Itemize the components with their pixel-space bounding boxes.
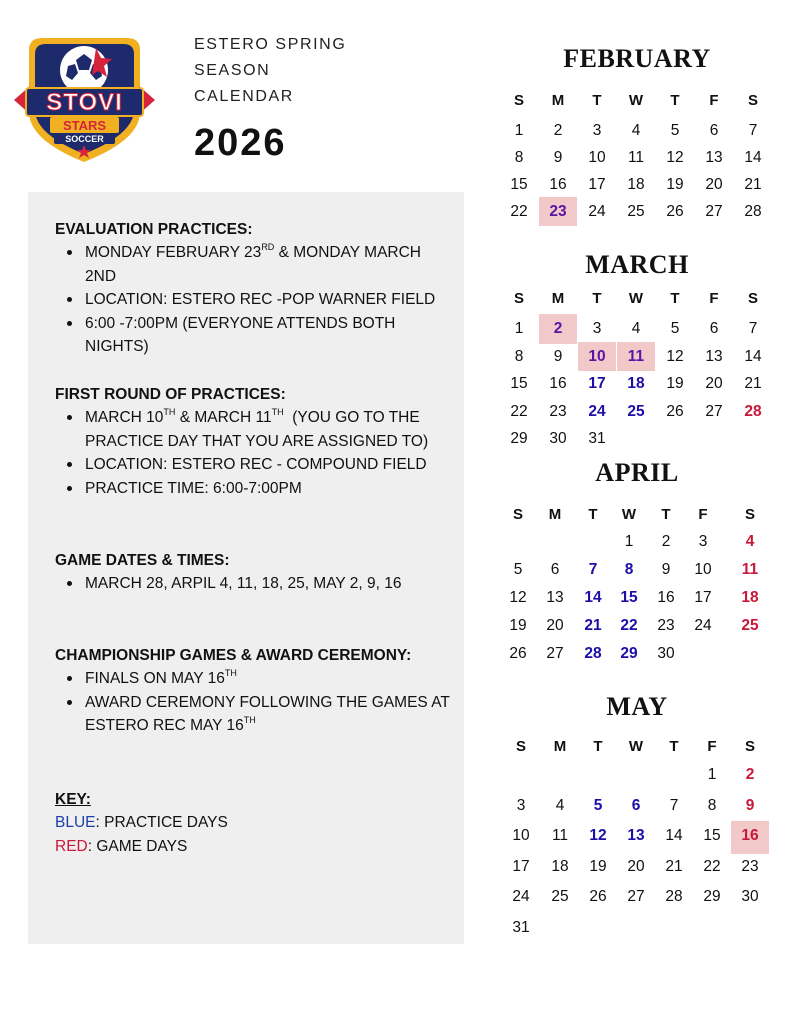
day-cell: 25 [741, 617, 759, 634]
day-cell: 19 [666, 375, 684, 392]
day-cell: 3 [516, 796, 526, 814]
shield-logo-icon [12, 20, 157, 170]
day-cell: 13 [627, 827, 645, 844]
day-cell: 5 [513, 561, 523, 578]
heading-year: 2026 [194, 122, 287, 164]
key-section [55, 789, 455, 858]
heading-line-1: ESTERO SPRING [194, 36, 347, 53]
weekday-header: S [512, 506, 523, 523]
day-cell: 11 [627, 347, 645, 365]
list-item: LOCATION: ESTERO REC - COMPOUND FIELD [55, 453, 455, 477]
day-cell: 5 [670, 122, 680, 139]
day-cell: 31 [588, 430, 606, 447]
weekday-header: S [513, 290, 524, 307]
day-cell: 3 [698, 533, 708, 550]
day-cell: 31 [512, 918, 530, 936]
day-cell: 13 [705, 149, 723, 166]
day-cell: 12 [509, 589, 527, 606]
svg-text:STARS: STARS [62, 118, 107, 133]
weekday-header: T [670, 290, 680, 307]
month-title-february: FEBRUARY [563, 44, 711, 73]
day-cell: 16 [741, 827, 759, 844]
day-cell: 21 [584, 617, 602, 634]
day-cell: 20 [627, 857, 645, 875]
list-item: MARCH 10TH & MARCH 11TH (YOU GO TO THE PRACTICE DAY THAT YOU ARE ASSIGNED TO) [55, 406, 455, 453]
info-panel [28, 192, 464, 944]
day-cell: 24 [588, 203, 606, 220]
day-cell: 9 [553, 347, 563, 365]
key-game-days: RED: GAME DAYS [55, 837, 188, 855]
day-cell: 4 [555, 796, 565, 814]
day-cell: 15 [510, 375, 528, 392]
day-cell: 26 [589, 888, 607, 905]
day-cell: 14 [584, 589, 602, 606]
day-cell: 16 [657, 589, 675, 606]
weekday-header: W [628, 290, 644, 307]
day-cell: 28 [584, 645, 602, 662]
page-heading [194, 32, 346, 165]
day-cell: 1 [624, 533, 634, 550]
day-cell: 8 [514, 149, 524, 166]
day-cell: 30 [657, 645, 675, 662]
svg-text:SOCCER: SOCCER [65, 134, 104, 144]
bullet-list [55, 241, 450, 359]
list-item: FINALS ON MAY 16TH [55, 667, 455, 691]
day-cell: 22 [510, 203, 528, 220]
day-cell: 12 [589, 827, 607, 844]
day-cell: 18 [627, 176, 645, 193]
day-cell: 2 [553, 122, 563, 139]
bullet-list [55, 572, 455, 596]
key-practice-days: BLUE: PRACTICE DAYS [55, 814, 228, 831]
list-item: AWARD CEREMONY FOLLOWING THE GAMES AT ESTERO REC MAY 16TH [55, 691, 455, 738]
day-cell: 22 [620, 617, 638, 634]
day-cell: 24 [512, 888, 530, 905]
day-cell: 21 [744, 176, 762, 193]
list-item: 6:00 -7:00PM (EVERYONE ATTENDS BOTH NIGHTS) [55, 312, 450, 359]
day-cell: 13 [705, 347, 723, 365]
list-item: PRACTICE TIME: 6:00-7:00PM [55, 477, 455, 501]
day-cell: 10 [512, 827, 530, 844]
day-cell: 16 [549, 375, 567, 392]
day-cell: 11 [551, 827, 569, 844]
day-cell: 4 [631, 320, 641, 337]
weekday-header: M [551, 290, 565, 307]
day-cell: 9 [661, 561, 671, 578]
day-cell: 20 [705, 176, 723, 193]
day-cell: 15 [510, 176, 528, 193]
day-cell: 10 [588, 149, 606, 166]
month-title-may: MAY [606, 692, 668, 721]
day-cell: 6 [631, 796, 641, 814]
day-cell: 7 [588, 561, 598, 578]
stovi-stars-soccer-logo [12, 20, 157, 170]
weekday-header: T [670, 92, 680, 109]
day-cell: 1 [514, 122, 524, 139]
day-cell: 7 [748, 122, 758, 139]
month-title-march: MARCH [585, 250, 689, 279]
day-cell: 12 [666, 149, 684, 166]
day-cell: 1 [707, 766, 717, 783]
game-dates-section [55, 550, 455, 596]
evaluation-practices-section [55, 219, 450, 359]
day-cell: 23 [549, 203, 567, 220]
weekday-header: T [588, 506, 598, 523]
day-cell: 25 [627, 402, 645, 420]
weekday-header: W [628, 738, 644, 755]
day-cell: 5 [670, 320, 680, 337]
day-cell: 18 [551, 857, 569, 875]
day-cell: 8 [624, 561, 634, 578]
day-cell: 11 [741, 561, 759, 578]
day-cell: 26 [666, 203, 684, 220]
day-cell: 23 [741, 857, 759, 875]
day-cell: 14 [744, 149, 762, 166]
weekday-header: W [621, 506, 637, 523]
day-cell: 2 [745, 766, 755, 783]
day-cell: 23 [657, 617, 675, 634]
weekday-header: F [698, 506, 708, 523]
day-cell: 3 [592, 320, 602, 337]
day-cell: 20 [705, 375, 723, 392]
weekday-header: S [747, 92, 758, 109]
section-title: GAME DATES & TIMES: [55, 552, 230, 569]
weekday-header: T [592, 290, 602, 307]
day-cell: 6 [550, 561, 560, 578]
day-cell: 17 [588, 176, 606, 193]
day-cell: 19 [509, 617, 527, 634]
day-cell: 6 [709, 122, 719, 139]
day-cell: 12 [666, 347, 684, 365]
day-cell: 25 [627, 203, 645, 220]
day-cell: 30 [549, 430, 567, 447]
day-cell: 30 [741, 888, 759, 905]
day-cell: 28 [744, 402, 762, 420]
weekday-header: T [592, 92, 602, 109]
weekday-header: M [548, 506, 562, 523]
day-cell: 4 [745, 533, 755, 550]
heading-line-3: CALENDAR [194, 88, 294, 105]
day-cell: 28 [744, 203, 762, 220]
day-cell: 19 [666, 176, 684, 193]
weekday-header: M [551, 92, 565, 109]
day-cell: 17 [512, 857, 530, 875]
bullet-list [55, 667, 455, 738]
day-cell: 27 [627, 888, 645, 905]
list-item: MONDAY FEBRUARY 23RD & MONDAY MARCH 2ND [55, 241, 450, 288]
day-cell: 2 [661, 533, 671, 550]
weekday-header: S [515, 738, 526, 755]
day-cell: 6 [709, 320, 719, 337]
day-cell: 11 [627, 149, 645, 166]
weekday-header: S [513, 92, 524, 109]
key-title: KEY: [55, 791, 91, 808]
day-cell: 29 [510, 430, 528, 447]
section-title: CHAMPIONSHIP GAMES & AWARD CEREMONY: [55, 647, 412, 664]
weekday-header: S [747, 290, 758, 307]
day-cell: 14 [744, 347, 762, 365]
day-cell: 7 [748, 320, 758, 337]
weekday-header: S [744, 506, 755, 523]
day-cell: 26 [509, 645, 527, 662]
day-cell: 29 [703, 888, 721, 905]
first-round-section [55, 384, 455, 500]
weekday-header: F [707, 738, 717, 755]
section-title: FIRST ROUND OF PRACTICES: [55, 386, 286, 403]
weekday-header: F [709, 92, 719, 109]
day-cell: 7 [669, 796, 679, 814]
day-cell: 18 [627, 375, 645, 392]
month-title-april: APRIL [595, 458, 679, 487]
weekday-header: F [709, 290, 719, 307]
list-item: LOCATION: ESTERO REC -POP WARNER FIELD [55, 288, 450, 312]
day-cell: 25 [551, 888, 569, 905]
day-cell: 9 [745, 796, 755, 814]
day-cell: 21 [744, 375, 762, 392]
day-cell: 2 [553, 320, 563, 337]
day-cell: 28 [665, 888, 683, 905]
day-cell: 5 [593, 796, 603, 814]
day-cell: 17 [694, 589, 712, 606]
weekday-header: W [628, 92, 644, 109]
day-cell: 20 [546, 617, 564, 634]
day-cell: 21 [665, 857, 683, 875]
day-cell: 13 [546, 589, 564, 606]
weekday-header: T [669, 738, 679, 755]
day-cell: 18 [741, 589, 759, 606]
day-cell: 14 [665, 827, 683, 844]
day-cell: 8 [707, 796, 717, 814]
day-cell: 4 [631, 122, 641, 139]
weekday-header: T [593, 738, 603, 755]
day-cell: 15 [703, 827, 721, 844]
day-cell: 24 [694, 617, 712, 634]
day-cell: 10 [588, 347, 606, 365]
day-cell: 16 [549, 176, 567, 193]
day-cell: 3 [592, 122, 602, 139]
svg-text:STOVI: STOVI [46, 89, 123, 116]
day-cell: 27 [705, 203, 723, 220]
day-cell: 8 [514, 347, 524, 365]
day-cell: 22 [510, 402, 528, 420]
day-cell: 27 [705, 402, 723, 420]
day-cell: 9 [553, 149, 563, 166]
weekday-header: T [661, 506, 671, 523]
day-cell: 10 [694, 561, 712, 578]
day-cell: 17 [588, 375, 606, 392]
weekday-header: M [553, 738, 567, 755]
day-cell: 24 [588, 402, 606, 420]
day-cell: 15 [620, 589, 638, 606]
section-title: EVALUATION PRACTICES: [55, 221, 253, 238]
day-cell: 29 [620, 645, 638, 662]
day-cell: 22 [703, 857, 721, 875]
heading-line-2: SEASON [194, 62, 271, 79]
day-cell: 19 [589, 857, 607, 875]
weekday-header: S [744, 738, 755, 755]
championship-section [55, 645, 455, 738]
day-cell: 27 [546, 645, 564, 662]
bullet-list [55, 406, 455, 500]
day-cell: 1 [514, 320, 524, 337]
list-item: MARCH 28, ARPIL 4, 11, 18, 25, MAY 2, 9, 16 [55, 572, 455, 596]
day-cell: 23 [549, 402, 567, 420]
day-cell: 26 [666, 402, 684, 420]
